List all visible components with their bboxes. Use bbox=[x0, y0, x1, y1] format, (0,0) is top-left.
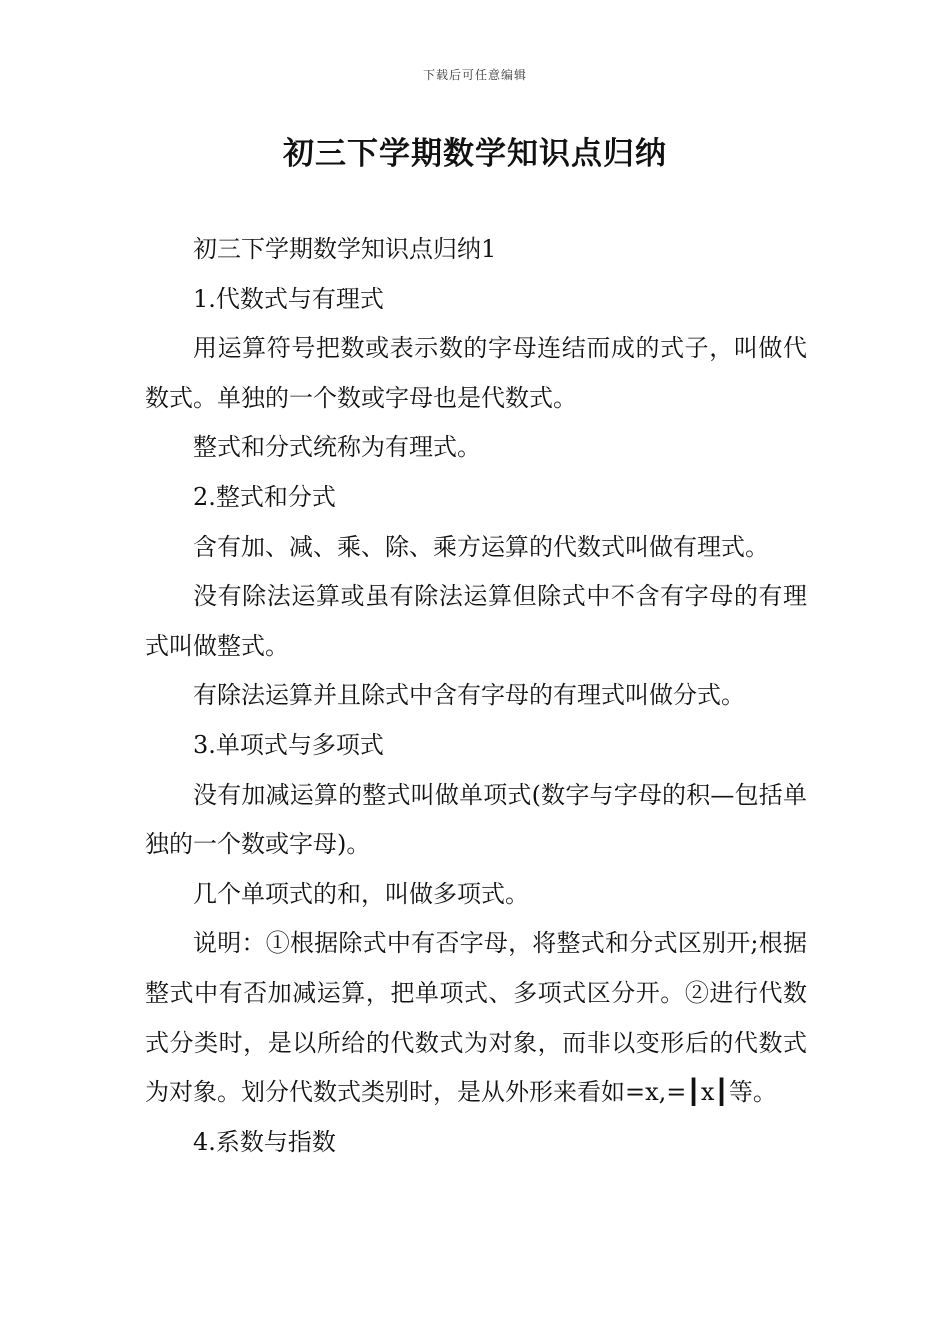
document-body bbox=[145, 225, 807, 1167]
paragraph: 含有加、减、乘、除、乘方运算的代数式叫做有理式。 bbox=[193, 532, 769, 561]
paragraph: 没有加减运算的整式叫做单项式(数字与字母的积—包括单独的一个数或字母)。 bbox=[145, 780, 807, 859]
paragraph-note: 说明：①根据除式中有否字母，将整式和分式区别开;根据整式中有否加减运算，把单项式、多项式区分开。②进行代数式分类时，是以所给的代数式为对象，而非以变形后的代数式为对象。划分代数式类别时，是从外形来看如=x,=┃x┃等。 bbox=[145, 929, 807, 1107]
paragraph-section-heading: 初三下学期数学知识点归纳1 bbox=[193, 235, 497, 263]
paragraph-heading-2: 2.整式和分式 bbox=[193, 482, 336, 511]
paragraph-heading-3: 3.单项式与多项式 bbox=[193, 730, 384, 759]
document-title: 初三下学期数学知识点归纳 bbox=[283, 136, 667, 172]
paragraph-heading-4: 4.系数与指数 bbox=[193, 1127, 336, 1156]
paragraph: 整式和分式统称为有理式。 bbox=[193, 433, 481, 462]
header-note: 下载后可任意编辑 bbox=[422, 68, 527, 82]
paragraph: 没有除法运算或虽有除法运算但除式中不含有字母的有理式叫做整式。 bbox=[145, 582, 807, 660]
paragraph: 有除法运算并且除式中含有字母的有理式叫做分式。 bbox=[193, 681, 745, 710]
paragraph: 用运算符号把数或表示数的字母连结而成的式子，叫做代数式。单独的一个数或字母也是代数式。 bbox=[145, 334, 807, 412]
paragraph: 几个单项式的和，叫做多项式。 bbox=[193, 879, 529, 908]
paragraph-heading-1: 1.代数式与有理式 bbox=[193, 284, 384, 313]
